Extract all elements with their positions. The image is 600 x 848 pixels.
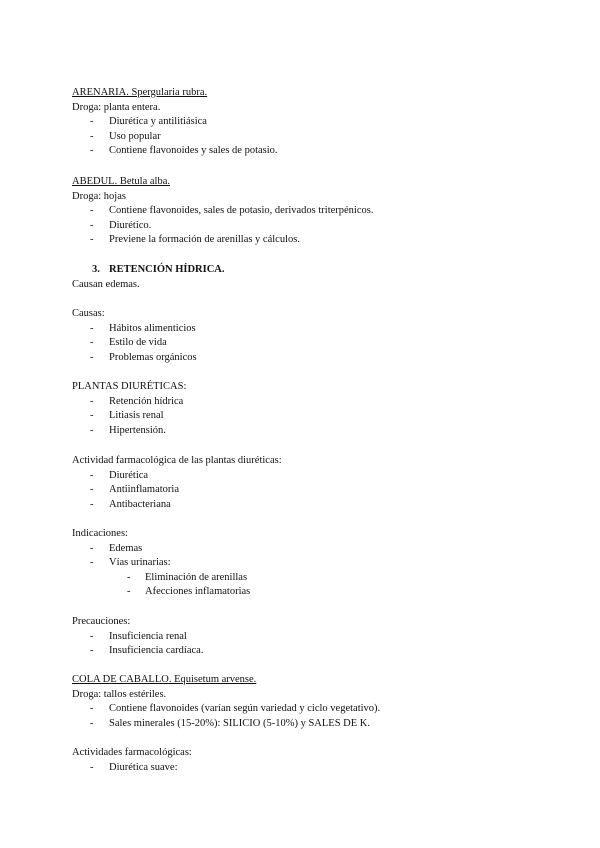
list-item: - Problemas orgánicos — [90, 351, 197, 363]
list-item: - Insuficiencia cardíaca. — [90, 645, 204, 657]
list-item: - Diurética y antilitiásica — [90, 116, 207, 128]
list-item: - Uso popular — [90, 130, 161, 142]
indicaciones-label: Indicaciones: — [72, 528, 128, 539]
list-item: - Hipertensión. — [90, 424, 166, 436]
cola-droga: Droga: tallos estériles. — [72, 688, 167, 700]
abedul-droga: Droga: hojas — [72, 190, 126, 202]
sub-list-item: - Eliminación de arenillas — [127, 571, 248, 583]
list-item: - Antiinflamatoria — [90, 484, 179, 496]
actividad-section — [72, 454, 552, 512]
list-item: - Diurética suave: — [90, 761, 178, 773]
section-intro: Causan edemas. — [72, 278, 140, 290]
indicaciones-section — [72, 527, 552, 600]
list-item: - Insuficiencia renal — [90, 630, 187, 642]
section-3 — [72, 263, 552, 292]
list-item: - Contiene flavonoides (varían según variedad y ciclo vegetativo). — [90, 703, 381, 715]
actividades-label: Actividades farmacológicas: — [72, 747, 192, 758]
abedul-section — [72, 175, 552, 248]
plantas-label: PLANTAS DIURÉTICAS: — [72, 381, 187, 392]
arenaria-title: ARENARIA. Spergularia rubra. — [72, 87, 208, 98]
list-item: - Contiene flavonoides y sales de potasio. — [90, 145, 278, 157]
list-item: - Hábitos alimenticios — [90, 322, 196, 334]
actividades-section — [72, 746, 552, 775]
list-item: - Antibacteriana — [90, 498, 171, 510]
precauciones-label: Precauciones: — [72, 616, 131, 627]
list-item: - Contiene flavonoides, sales de potasio, derivados triterpénicos. — [90, 205, 374, 217]
list-item: - Diurético. — [90, 219, 152, 231]
precauciones-section — [72, 615, 552, 659]
sub-list-item: - Afecciones inflamatorias — [127, 586, 251, 598]
cola-title: COLA DE CABALLO. Equisetum arvense. — [72, 674, 257, 685]
arenaria-droga: Droga: planta entera. — [72, 101, 161, 113]
plantas-section — [72, 380, 552, 438]
cola-section — [72, 673, 552, 731]
list-item: - Retención hídrica — [90, 395, 184, 407]
causas-label: Causas: — [72, 308, 105, 319]
list-item: - Diurética — [90, 469, 149, 481]
list-item: - Sales minerales (15-20%): SILICIO (5-10%) y SALES DE K. — [90, 717, 370, 729]
abedul-title: ABEDUL. Betula alba. — [72, 176, 170, 187]
list-item: - Estilo de vida — [90, 337, 167, 349]
list-item: - Vías urinarias: — [90, 557, 171, 569]
list-item: - Edemas — [90, 542, 143, 554]
actividad-label: Actividad farmacológica de las plantas diuréticas: — [72, 455, 282, 466]
list-item: - Previene la formación de arenillas y cálculos. — [90, 234, 300, 246]
causas-section — [72, 307, 552, 365]
section-heading: 3. RETENCIÓN HÍDRICA. — [92, 264, 225, 275]
list-item: - Litiasis renal — [90, 410, 164, 422]
arenaria-section — [72, 86, 552, 159]
